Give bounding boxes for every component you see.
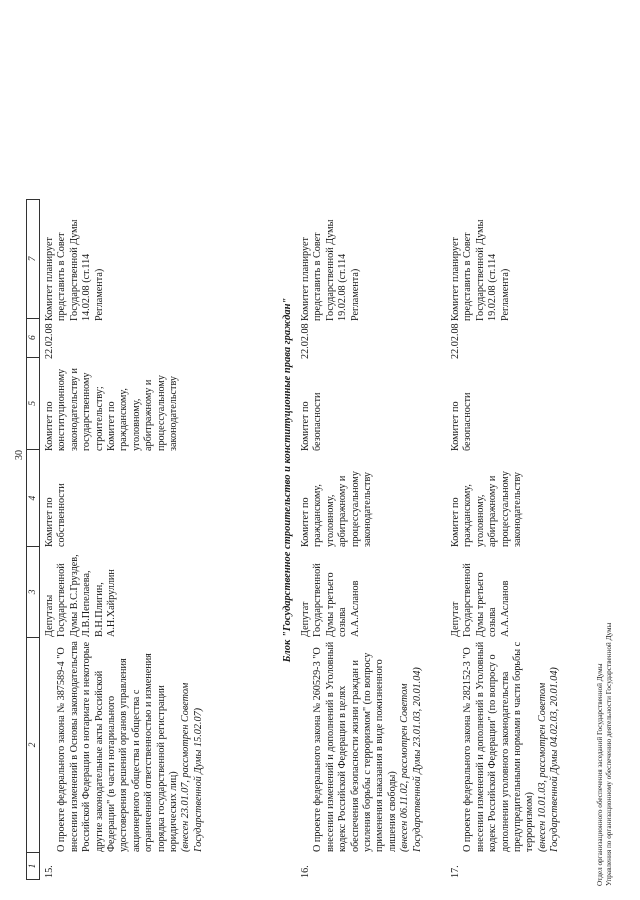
status-note: Комитет планирует представить в Совет Государственной Думы 14.02.08 (ст.114 Регламента) [44,219,105,321]
header-col-2: 2 [27,637,39,852]
status-note: Комитет планирует представить в Совет Государственной Думы 19.02.08 (ст.114 Регламента) [300,219,361,321]
bill-title: О проекте федерального закона № 387589-4 "О внесении изменений в Основы законодательства Российской Федерации о нотариате и некоторые другие законодательные акты Российской Федерации" (в части нотариального удостоверения решений органов управления акционерного общества и общества с ограниченной ответственностью и изменения порядка государственной регистрации юридических лиц) [56,641,180,852]
page-number: 30 [14,450,25,460]
bill-note: (внесен 06.11.02, рассмотрен Советом Государственной Думы 23.01.03, 20.01.04) [399,667,423,852]
bill-title-cell [300,639,424,854]
table-row [44,205,205,880]
co-executor-committee: Комитет по безопасности [300,392,324,451]
bill-author: Депутат Государственной Думы третьего созыва А.А.Асланов [300,563,361,637]
bill-title-cell [44,639,205,854]
co-executor-committee: Комитет по конституционному законодательству и государственному строительству; Комитет по гражданскому, уголовному, арбитражному и процессуальному законодательству [44,368,180,451]
footer [596,623,613,886]
row-number: 17. [450,865,461,878]
footer-line-1: Отдел организационного обеспечения заседаний Государственной Думы [596,663,604,886]
header-col-3: 3 [27,546,39,637]
header-col-7: 7 [28,256,38,262]
header-col-4: 4 [27,449,39,546]
table-header [26,199,40,880]
status-note: Комитет планирует представить в Совет Государственной Думы 19.02.08 (ст.114 Регламента) [450,219,511,321]
table-row [300,205,424,880]
bill-note: (внесен 23.01.07, рассмотрен Советом Государственной Думы 15.02.07) [180,682,204,852]
table-row [450,205,562,880]
section-title: Блок "Государственное строительство и конституционные права граждан" [282,297,293,663]
deadline-date: 22.02.08 [450,323,461,359]
co-executor-committee: Комитет по безопасности [450,392,474,451]
row-number: 15. [44,865,55,878]
bill-note: (внесен 10.01.03, рассмотрен Советом Государственной Думы 04.02.03, 20.01.04) [536,667,561,852]
header-col-6: 6 [27,318,39,357]
bill-title-cell [450,639,562,854]
bill-title: О проекте федерального закона № 282152-3 "О внесении изменений и дополнений в Уголовный кодекс Российской Федерации" (по вопросу о дополнении уголовного законодательства предупредительными нормами в части борьбы с терроризмом) [462,641,536,852]
bill-author: Депутат Государственной Думы третьего созыва А.А.Асланов [450,563,511,637]
footer-line-2: Управления по организационному обеспечению деятельности Государственной Думы [604,622,613,886]
deadline-date: 22.02.08 [300,323,311,359]
deadline-date: 22.02.08 [44,323,55,359]
header-col-5: 5 [27,357,39,450]
bill-title: О проекте федерального закона № 260529-3 "О внесении изменений и дополнений в Уголовный кодекс Российской Федерации в целях обеспечения безопасности жизни граждан и усиления борьбы с терроризмом" (по вопросу применения наказания в виде пожизненного лишения свободы) [312,641,398,852]
responsible-committee: Комитет по гражданскому, уголовному, арбитражному и процессуальному законодательству [300,471,374,547]
responsible-committee: Комитет по гражданскому, уголовному, арбитражному и процессуальному законодательству [450,471,524,547]
bill-author: Депутаты Государственной Думы В.С.Груздев, Л.В.Пепелаева, В.Н.Плигин, А.Н.Хайруллин [44,554,118,637]
responsible-committee: Комитет по собственности [44,483,68,547]
row-number: 16. [300,865,311,878]
header-col-1: 1 [27,852,39,879]
